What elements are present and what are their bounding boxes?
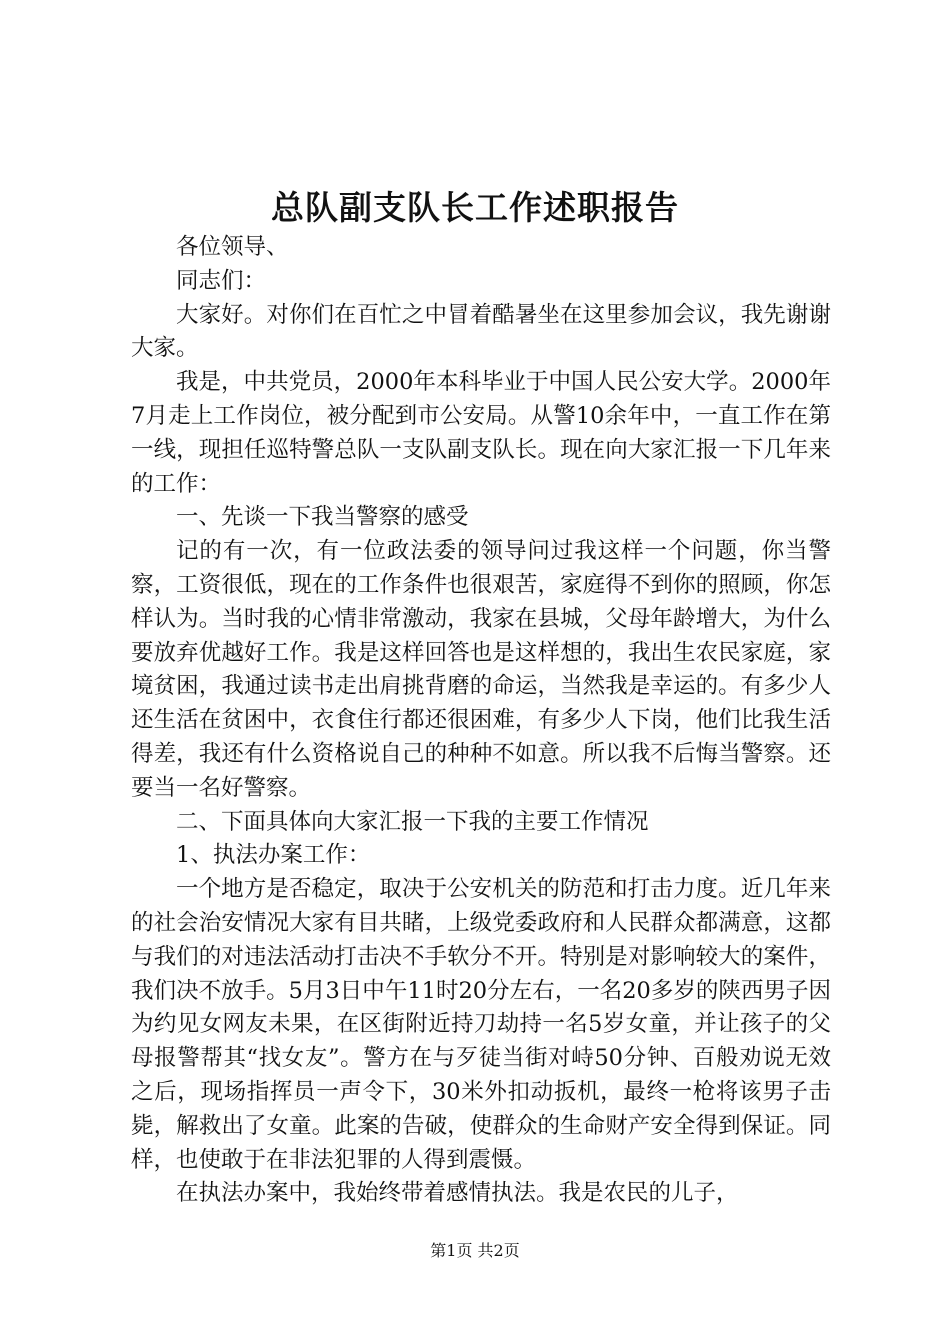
document-title: 总队副支队长工作述职报告 xyxy=(271,188,679,227)
opening-paragraph: 大家好。对你们在百忙之中冒着酷暑坐在这里参加会议，我先谢谢大家。 xyxy=(131,301,831,362)
subsection-heading-1: 1、执法办案工作： xyxy=(176,842,371,869)
salutation-line-1: 各位领导、 xyxy=(176,234,289,260)
section-heading-1: 一、先谈一下我当警察的感受 xyxy=(176,504,469,531)
law-enforcement-paragraph: 一个地方是否稳定，取决于公安机关的防范和打击力度。近几年来的社会治安情况大家有目共睹，上级党委政府和人民群众都满意，这都与我们的对违法活动打击决不手软分不开。特别是对影响较大的案件，我们决不放手。5月3日中午11时20分左右，一名20多岁的陕西男子因为约见女网友未果，在区街附近持刀劫持一名5岁女童，并让孩子的父母报警帮其“找女友”。警方在与歹徒当街对峙50分钟、百般劝说无效之后，现场指挥员一声令下，30米外扣动扳机，最终一枪将该男子击毙，解救出了女童。此案的告破，使群众的生命财产安全得到保证。同样，也使敢于在非法犯罪的人得到震慑。 xyxy=(131,876,831,1173)
salutation-line-2: 同志们： xyxy=(176,267,267,294)
closing-fragment-paragraph: 在执法办案中，我始终带着感情执法。我是农民的儿子， xyxy=(176,1180,739,1207)
section-heading-2: 二、下面具体向大家汇报一下我的主要工作情况 xyxy=(176,808,649,835)
page-footer: 第1页 共2页 xyxy=(430,1241,520,1260)
self-introduction-paragraph: 我是，中共党员，2000年本科毕业于中国人民公安大学。2000年7月走上工作岗位，被分配到市公安局。从警10余年中，一直工作在第一线，现担任巡特警总队一支队副支队长。现在向大家汇报一下几年来的工作： xyxy=(131,369,831,497)
feelings-paragraph: 记的有一次，有一位政法委的领导问过我这样一个问题，你当警察，工资很低，现在的工作条件也很艰苦，家庭得不到你的照顾，你怎样认为。当时我的心情非常激动，我家在县城，父母年龄增大，为什么要放弃优越好工作。我是这样回答也是这样想的，我出生农民家庭，家境贫困，我通过读书走出肩挑背磨的命运，当然我是幸运的。有多少人还生活在贫困中，衣食住行都还很困难，有多少人下岗，他们比我生活得差，我还有什么资格说自己的种种不如意。所以我不后悔当警察。还要当一名好警察。 xyxy=(131,538,831,801)
document-body xyxy=(131,231,831,1211)
